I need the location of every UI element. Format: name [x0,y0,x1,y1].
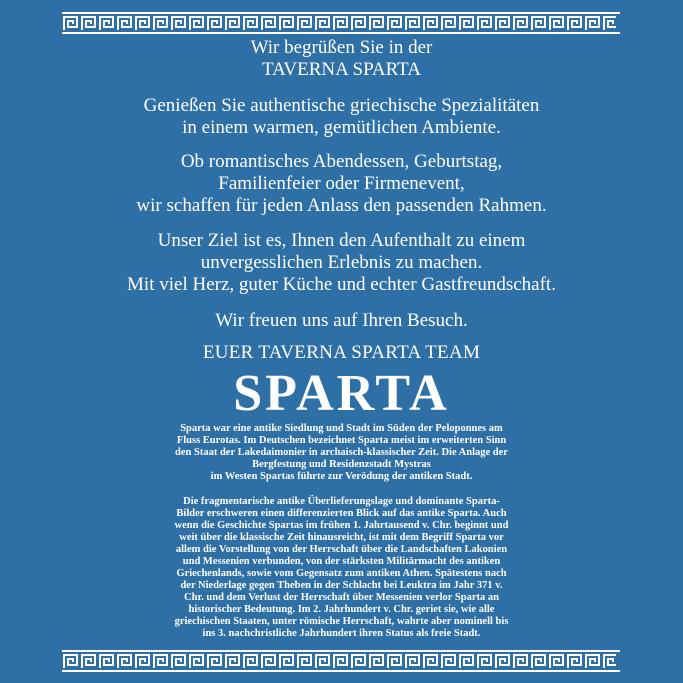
greeting-paragraph-4 [0,230,683,296]
text-line: griechischen Staaten, unter römische Herrschaft, wahrte aber nominell bis [174,616,509,627]
text-line: und Messenien verbunden, von der stärksten Militärmacht des antiken [182,556,501,567]
text-line: Griechenlands, sowie vom Gegensatz zum antiken Athen. Spätestens nach [176,568,507,579]
text-line: Unser Ziel ist es, Ihnen den Aufenthalt zu einem [157,230,526,251]
greeting-paragraph-1 [0,37,683,81]
text-line: Bilder erschweren einen differenzierten Blick auf das antike Sparta. Auch [176,508,507,519]
text-line: wenn die Geschichte Spartas im frühen 1. Jahrtausend v. Chr. beginnt und [174,520,509,531]
text-line: weit über die klassische Zeit hinausreicht, ist mit dem Begriff Sparta vor [179,532,504,543]
text-line: Familienfeier oder Firmenevent, [218,173,465,194]
history-paragraph-1 [100,423,583,483]
text-line: Wir freuen uns auf Ihren Besuch. [215,310,468,331]
text-line: im Westen Spartas führte zur Verödung der antiken Stadt. [210,471,473,482]
greek-key-border-icon [62,12,620,34]
text-line: wir schaffen für jeden Anlass den passenden Rahmen. [136,195,547,216]
text-line: Ob romantisches Abendessen, Geburtstag, [180,151,503,172]
text-line: der Niederlage gegen Theben in der Schlacht bei Leuktra im Jahr 371 v. [180,580,503,591]
text-line: Genießen Sie authentische griechische Spezialitäten [143,95,540,116]
sparta-heading: SPARTA [233,365,450,422]
text-line: Bergfestung und Residenzstadt Mystras [252,459,431,470]
greek-key-border-icon [62,650,620,672]
text-line: historischer Bedeutung. Im 2. Jahrhundert v. Chr. geriet sie, wie alle [188,604,495,615]
text-line: Wir begrüßen Sie in der [250,37,433,58]
greeting-paragraph-3 [0,151,683,217]
history-paragraph-2 [100,496,583,640]
text-line: den Staat der Lakedaimonier in archaisch-klassischer Zeit. Die Anlage der [175,447,508,458]
team-signature: EUER TAVERNA SPARTA TEAM [202,342,481,363]
text-line: in einem warmen, gemütlichen Ambiente. [182,117,501,138]
text-line: Fluss Eurotas. Im Deutschen bezeichnet Sparta meist im erweiterten Sinn [176,435,507,446]
text-line: Sparta war eine antike Siedlung und Stadt im Süden der Peloponnes am [180,423,503,434]
text-line: unvergesslichen Erlebnis zu machen. [200,252,483,273]
text-line: Mit viel Herz, guter Küche und echter Gastfreundschaft. [127,274,556,295]
greeting-paragraph-2 [0,95,683,139]
text-line: TAVERNA SPARTA [262,59,421,80]
text-line: allem die Vorstellung von der Herrschaft über die Landschaften Lakonien [175,544,508,555]
text-line: Die fragmentarische antike Überlieferungslage und dominante Sparta- [183,496,500,507]
text-line: ins 3. nachchristliche Jahrhundert ihren Status als freie Stadt. [202,628,481,639]
greeting-paragraph-5 [0,310,683,332]
text-line: Chr. und dem Verlust der Herrschaft über Messenien verlor Sparta an [184,592,499,603]
